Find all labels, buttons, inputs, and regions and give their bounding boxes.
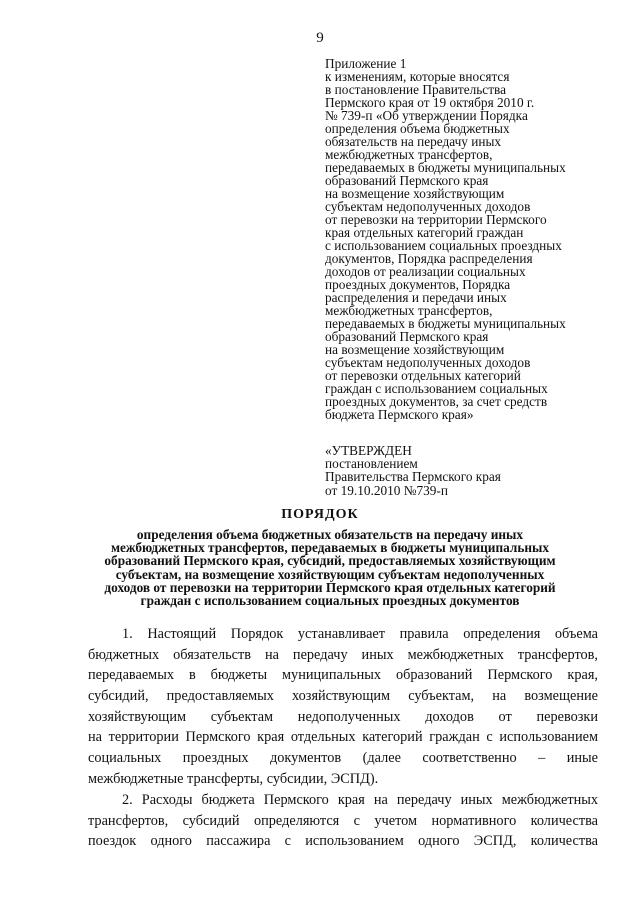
appendix-line: передаваемых в бюджеты муниципальных <box>325 160 566 175</box>
appendix-line: обязательств на передачу иных <box>325 134 502 149</box>
appendix-line: на возмещение хозяйствующим <box>325 342 505 357</box>
appendix-line: на возмещение хозяйствующим <box>325 186 505 201</box>
approval-line: постановлением <box>325 456 418 472</box>
document-title: ПОРЯДОК <box>281 507 359 522</box>
appendix-line: межбюджетных трансфертов, <box>325 147 493 162</box>
appendix-block <box>325 57 625 421</box>
paragraph-line: трансфертов, субсидий определяются с учетом нормативного количества <box>88 812 598 829</box>
appendix-line: определения объема бюджетных <box>325 121 510 136</box>
appendix-line: № 739-п «Об утверждении Порядка <box>325 108 528 123</box>
approval-line: Правительства Пермского края <box>325 469 501 485</box>
appendix-line: документов, Порядка распределения <box>325 251 533 266</box>
subtitle-line: доходов от перевозки на территории Пермского края отдельных категорий <box>104 579 556 595</box>
subtitle-line: межбюджетных трансфертов, передаваемых в бюджеты муниципальных <box>110 540 550 556</box>
subtitle-line: субъектам, на возмещение хозяйствующим субъектам недополученных <box>115 566 545 582</box>
paragraph-line: на территории Пермского края отдельных категорий граждан с использованием <box>88 729 598 746</box>
appendix-line: проездных документов, за счет средств <box>325 394 548 409</box>
appendix-line: от перевозки на территории Пермского <box>325 212 547 227</box>
appendix-line: от перевозки отдельных категорий <box>325 368 521 383</box>
appendix-line: образований Пермского края <box>325 173 489 188</box>
paragraph-line: 2. Расходы бюджета Пермского края на передачу иных межбюджетных <box>122 792 598 808</box>
appendix-line: доходов от реализации социальных <box>325 264 526 279</box>
paragraph-line: поездок одного пассажира с использованием одного ЭСПД, количества <box>88 833 598 850</box>
appendix-line: к изменениям, которые вносятся <box>325 69 510 84</box>
appendix-line: межбюджетных трансфертов, <box>325 303 493 318</box>
appendix-line: проездных документов, Порядка <box>325 277 511 292</box>
paragraph-line: бюджетных обязательств на передачу иных межбюджетных трансфертов, <box>88 646 598 663</box>
appendix-line: в постановление Правительства <box>325 82 507 97</box>
paragraph-line: социальных проездных документов (далее соответственно – иные <box>88 750 598 767</box>
appendix-line: края отдельных категорий граждан <box>325 225 524 240</box>
appendix-line: с использованием социальных проездных <box>325 238 562 253</box>
appendix-line: образований Пермского края <box>325 329 489 344</box>
appendix-line: Приложение 1 <box>325 56 407 71</box>
appendix-line: передаваемых в бюджеты муниципальных <box>325 316 566 331</box>
paragraph-1 <box>88 624 598 790</box>
appendix-line: субъектам недополученных доходов <box>325 355 531 370</box>
paragraph-line: 1. Настоящий Порядок устанавливает правила определения объема <box>122 626 598 642</box>
subtitle-line: граждан с использованием социальных проездных документов <box>140 592 520 608</box>
paragraph-line: субсидий, предоставляемых хозяйствующим субъектам, на возмещение <box>88 688 598 705</box>
appendix-line: граждан с использованием социальных <box>325 381 548 396</box>
subtitle-line: образований Пермского края, субсидий, предоставляемых хозяйствующим <box>104 553 556 569</box>
approval-line: от 19.10.2010 №739-п <box>325 482 448 498</box>
approval-stamp <box>325 444 625 497</box>
page-number: 9 <box>316 30 324 46</box>
document-subtitle <box>60 528 600 607</box>
appendix-line: распределения и передачи иных <box>325 290 507 305</box>
paragraph-line: хозяйствующим субъектам недополученных доходов от перевозки <box>88 708 598 725</box>
appendix-line: Пермского края от 19 октября 2010 г. <box>325 95 535 110</box>
approval-line: «УТВЕРЖДЕН <box>325 443 412 458</box>
appendix-line: бюджета Пермского края» <box>325 407 474 422</box>
appendix-line: субъектам недополученных доходов <box>325 199 531 214</box>
paragraph-2 <box>88 790 598 852</box>
subtitle-line: определения объема бюджетных обязательств на передачу иных <box>136 527 524 542</box>
paragraph-line: межбюджетные трансферты, субсидии, ЭСПД). <box>88 770 379 787</box>
paragraph-line: передаваемых в бюджеты муниципальных образований Пермского края, <box>88 667 598 684</box>
